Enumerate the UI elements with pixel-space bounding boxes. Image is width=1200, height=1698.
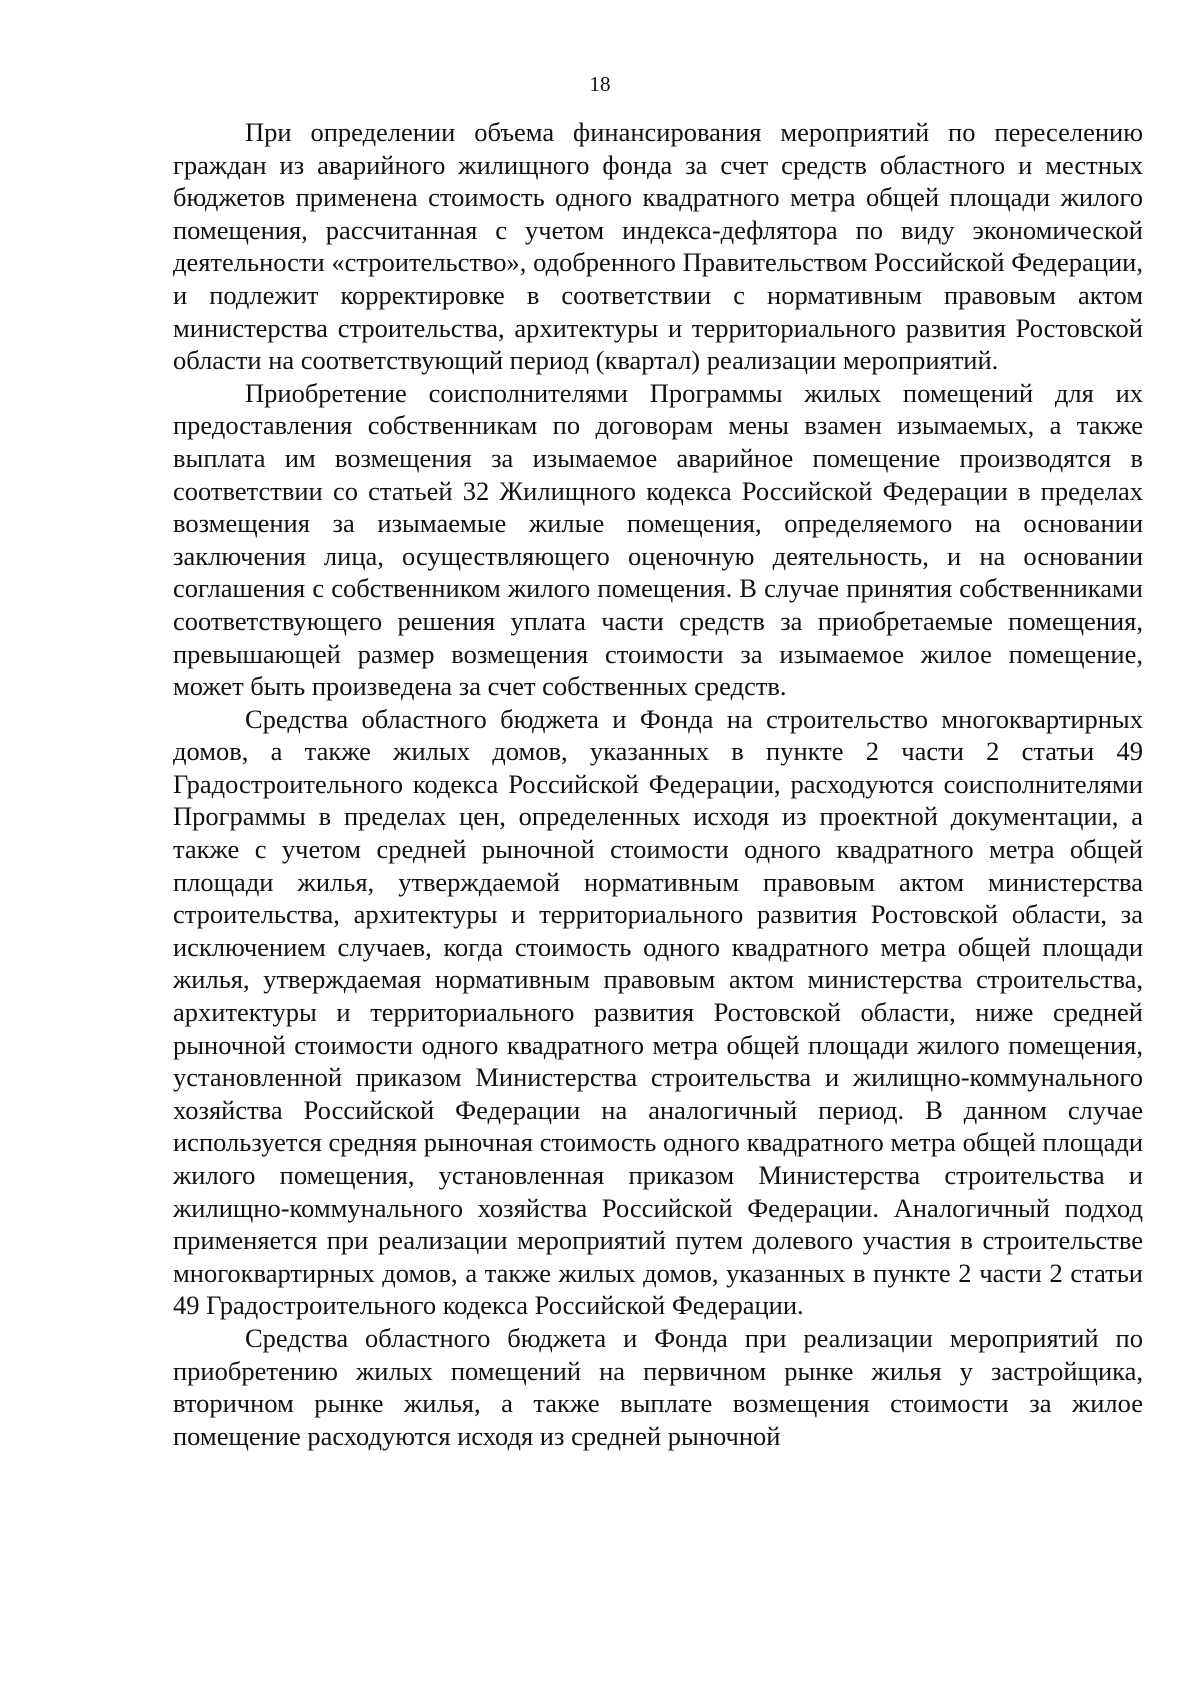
document-body [173, 116, 1143, 1452]
paragraph-construction-funds: Средства областного бюджета и Фонда на строительство многоквартирных домов, а также жилых домов, указанных в пункте 2 части 2 статьи 49 Градостроительного кодекса Российской Федерации, расходуются соисполнителями Программы в пределах цен, определенных исходя из проектной документации, а также с учетом средней рыночной стоимости одного квадратного метра общей площади жилья, утверждаемой нормативным правовым актом министерства строительства, архитектуры и территориального развития Ростовской области, за исключением случаев, когда стоимость одного квадратного метра общей площади жилья, утверждаемая нормативным правовым актом министерства строительства, архитектуры и территориального развития Ростовской области, ниже средней рыночной стоимости одного квадратного метра общей площади жилого помещения, установленной приказом Министерства строительства и жилищно-коммунального хозяйства Российской Федерации на аналогичный период. В данном случае используется средняя рыночная стоимость одного квадратного метра общей площади жилого помещения, установленная приказом Министерства строительства и жилищно-коммунального хозяйства Российской Федерации. Аналогичный подход применяется при реализации мероприятий путем долевого участия в строительстве многоквартирных домов, а также жилых домов, указанных в пункте 2 части 2 статьи 49 Градостроительного кодекса Российской Федерации. [173, 703, 1143, 1321]
paragraph-housing-acquisition: Приобретение соисполнителями Программы жилых помещений для их предоставления собственникам по договорам мены взамен изымаемых, а также выплата им возмещения за изымаемое аварийное помещение производятся в соответствии со статьей 32 Жилищного кодекса Российской Федерации в пределах возмещения за изымаемые жилые помещения, определяемого на основании заключения лица, осуществляющего оценочную деятельность, и на основании соглашения с собственником жилого помещения. В случае принятия собственниками соответствующего решения уплата части средств за приобретаемые помещения, превышающей размер возмещения стоимости за изымаемое жилое помещение, может быть произведена за счет собственных средств. [173, 377, 1143, 702]
paragraph-financing-volume: При определении объема финансирования мероприятий по переселению граждан из аварийного жилищного фонда за счет средств областного и местных бюджетов применена стоимость одного квадратного метра общей площади жилого помещения, рассчитанная с учетом индекса-дефлятора по виду экономической деятельности «строительство», одобренного Правительством Российской Федерации, и подлежит корректировке в соответствии с нормативным правовым актом министерства строительства, архитектуры и территориального развития Ростовской области на соответствующий период (квартал) реализации мероприятий. [173, 117, 1143, 376]
paragraph-purchase-funds: Средства областного бюджета и Фонда при реализации мероприятий по приобретению жилых помещений на первичном рынке жилья у застройщика, вторичном рынке жилья, а также выплате возмещения стоимости за жилое помещение расходуются исходя из средней рыночной [173, 1322, 1143, 1451]
page-number: 18 [589, 72, 611, 96]
